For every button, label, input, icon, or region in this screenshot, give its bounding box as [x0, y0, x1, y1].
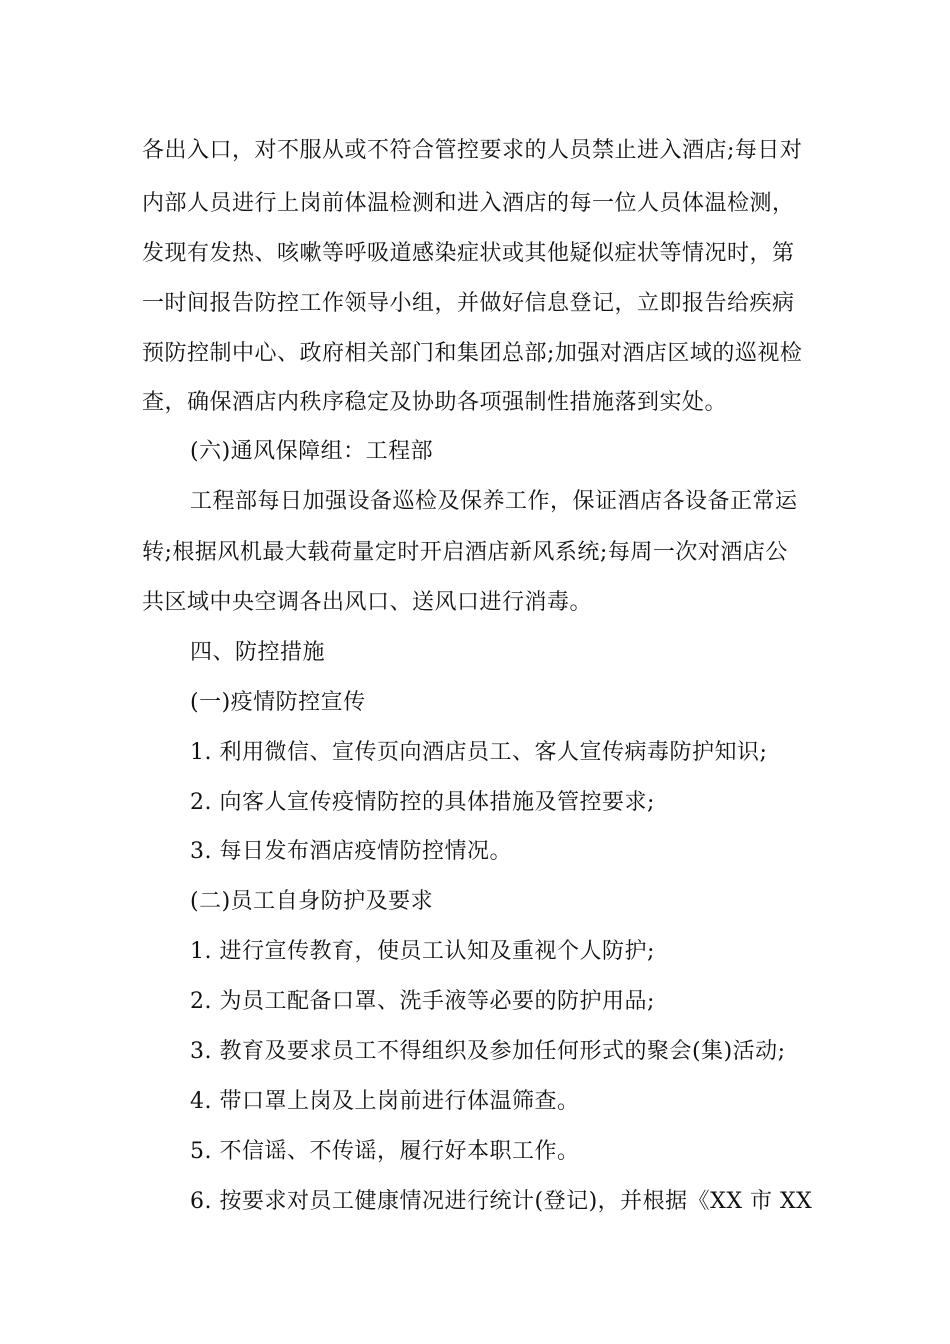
subsection-heading: (二)员工自身防护及要求	[190, 889, 434, 914]
paragraph-line: 共区域中央空调各出风口、送风口进行消毒。	[142, 590, 593, 615]
list-item: 4. 带口罩上岗及上岗前进行体温筛查。	[190, 1089, 580, 1114]
paragraph-line: 内部人员进行上岗前体温检测和进入酒店的每一位人员体温检测，	[142, 191, 795, 216]
list-item: 3. 教育及要求员工不得组织及参加任何形式的聚会(集)活动;	[190, 1039, 786, 1064]
list-item: 2. 为员工配备口罩、洗手液等必要的防护用品;	[190, 989, 655, 1014]
paragraph-line: 工程部每日加强设备巡检及保养工作，保证酒店各设备正常运	[190, 489, 798, 514]
list-item: 1. 利用微信、宣传页向酒店员工、客人宣传病毒防护知识;	[190, 740, 768, 765]
list-item: 1. 进行宣传教育，使员工认知及重视个人防护;	[190, 939, 655, 964]
paragraph-line: 转;根据风机最大载荷量定时开启酒店新风系统;每周一次对酒店公	[142, 540, 788, 565]
section-heading: (六)通风保障组：工程部	[190, 439, 434, 464]
list-item: 2. 向客人宣传疫情防控的具体措施及管控要求;	[190, 790, 655, 815]
paragraph-line: 一时间报告防控工作领导小组，并做好信息登记，立即报告给疾病	[142, 291, 795, 316]
paragraph-line: 发现有发热、咳嗽等呼吸道感染症状或其他疑似症状等情况时，第	[142, 241, 795, 266]
list-item: 3. 每日发布酒店疫情防控情况。	[190, 839, 512, 864]
paragraph-line: 查，确保酒店内秩序稳定及协助各项强制性措施落到实处。	[142, 390, 728, 415]
paragraph-line: 各出入口，对不服从或不符合管控要求的人员禁止进入酒店;每日对	[142, 138, 803, 163]
list-item: 6. 按要求对员工健康情况进行统计(登记)，并根据《XX 市 XX	[190, 1189, 813, 1214]
subsection-heading: (一)疫情防控宣传	[190, 690, 366, 715]
paragraph-line: 预防控制中心、政府相关部门和集团总部;加强对酒店区域的巡视检	[142, 341, 803, 366]
list-item: 5. 不信谣、不传谣，履行好本职工作。	[190, 1139, 580, 1164]
section-heading: 四、防控措施	[190, 640, 326, 665]
